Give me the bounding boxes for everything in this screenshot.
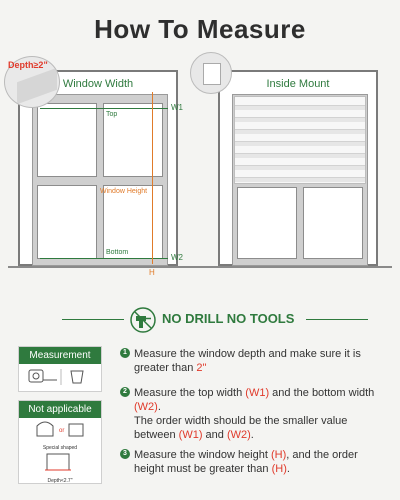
step-highlight: (W1) — [178, 429, 203, 441]
measurement-header: Measurement — [19, 347, 101, 364]
special-shaped-label: Special shaped — [42, 445, 78, 451]
step-highlight: 2" — [196, 362, 207, 374]
no-drill-text: NO DRILL NO TOOLS — [162, 311, 295, 326]
window-frame — [32, 94, 168, 266]
top-label: Top — [106, 111, 118, 118]
bracket-detail-circle — [190, 52, 232, 94]
no-drill-banner — [0, 307, 400, 333]
depth-label: Depth≥2" — [8, 60, 48, 70]
tape-measure-icon — [19, 364, 101, 390]
shallow-depth-icon — [19, 451, 101, 473]
divider — [8, 266, 392, 268]
bottom-width-line — [40, 258, 168, 259]
blind-shade — [234, 96, 366, 184]
window-pane — [37, 103, 97, 177]
step-text: , and the order height must be greater than — [134, 449, 358, 475]
step-highlight: (W2) — [226, 429, 251, 441]
w2-label: W2 — [171, 253, 183, 262]
window-pane — [237, 187, 297, 259]
window-pane — [103, 185, 163, 259]
step-text: Measure the top width — [134, 387, 246, 399]
not-applicable-panel — [18, 400, 102, 484]
svg-text:or: or — [59, 428, 65, 434]
step-text: and the bottom width — [269, 387, 375, 399]
special-shaped-icon — [19, 418, 101, 440]
measurement-panel — [18, 346, 102, 392]
step-highlight: (W1) — [245, 387, 270, 399]
step-number: 2 — [120, 387, 130, 397]
w1-label: W1 — [171, 103, 183, 112]
step-highlight: (W2) — [134, 401, 158, 413]
step-1 — [120, 347, 386, 375]
step-text: The order width should be the smaller value between — [134, 415, 348, 441]
step-text: and — [202, 429, 227, 441]
not-applicable-header: Not applicable — [19, 401, 101, 418]
bottom-label: Bottom — [106, 249, 129, 256]
h-label: H — [149, 268, 155, 277]
step-number: 1 — [120, 348, 130, 358]
step-number: 3 — [120, 449, 130, 459]
step-text: . — [157, 401, 161, 413]
step-text: Measure the window depth and make sure it is greater than — [134, 348, 361, 374]
inside-mount-diagram — [218, 70, 378, 266]
window-width-label: Window Width — [62, 78, 134, 90]
step-text: . — [286, 463, 290, 475]
step-text: Measure the window height — [134, 449, 271, 461]
top-width-line — [40, 108, 168, 109]
inside-mount-label: Inside Mount — [266, 78, 330, 90]
step-highlight: (H) — [271, 463, 287, 475]
step-3 — [120, 448, 386, 476]
window-pane — [303, 187, 363, 259]
no-drill-icon — [130, 307, 156, 333]
depth-note-label: Depth<2.7" — [47, 478, 73, 484]
page-title: How To Measure — [94, 14, 306, 44]
window-height-label: Window Height — [100, 188, 148, 195]
height-line — [152, 92, 153, 264]
step-highlight: (H) — [270, 449, 287, 461]
window-pane — [37, 185, 97, 259]
step-text: . — [250, 429, 254, 441]
step-2 — [120, 386, 386, 442]
